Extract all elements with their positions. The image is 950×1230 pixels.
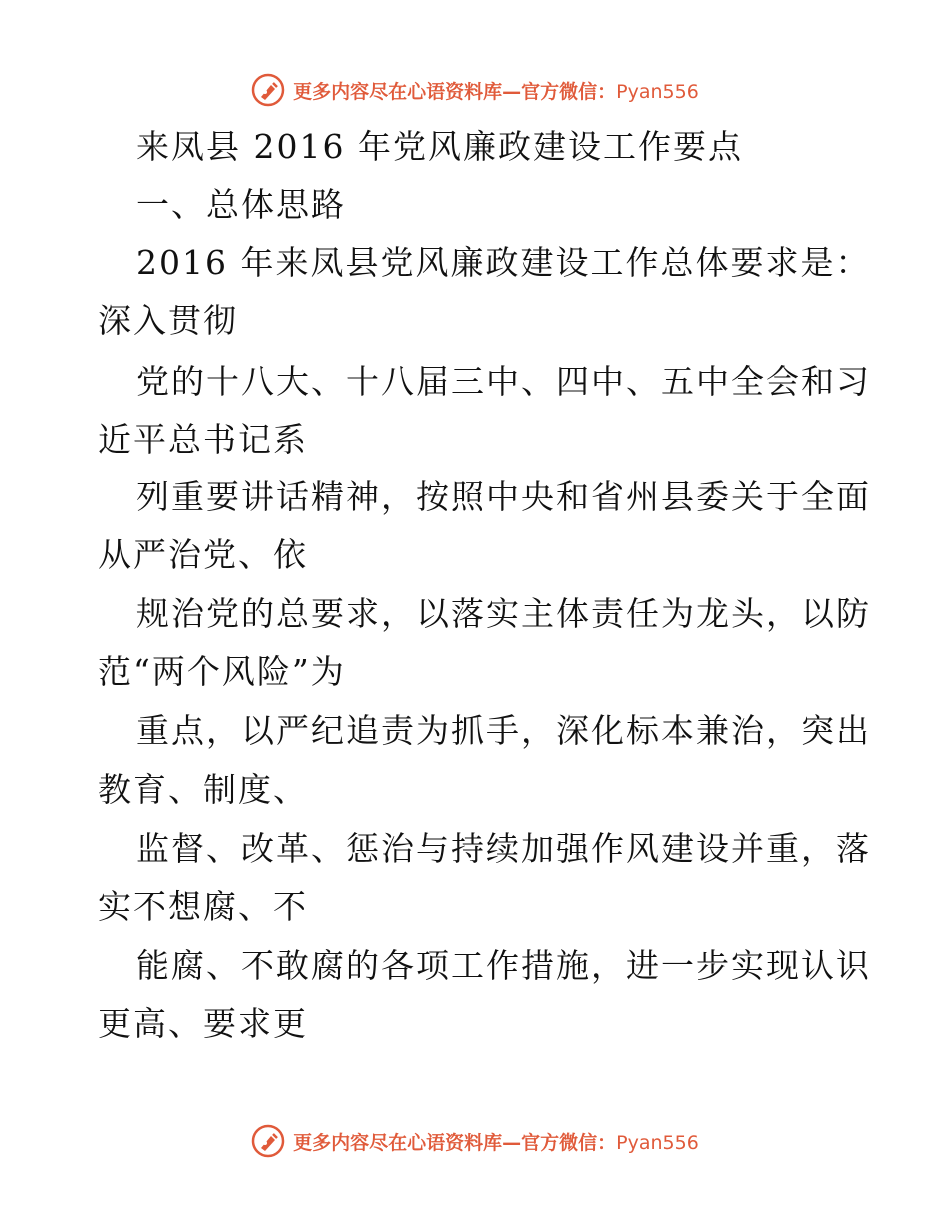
watermark-text-cn: 更多内容尽在心语资料库—官方微信： <box>293 1131 617 1154</box>
body-line: 监督、改革、惩治与持续加强作风建设并重，落 <box>136 829 871 868</box>
pen-logo-icon <box>251 1124 285 1158</box>
body-line: 实不想腐、不 <box>98 887 308 926</box>
body-line: 更高、要求更 <box>98 1004 308 1043</box>
watermark-footer <box>0 1123 950 1159</box>
body-line: 范“两个风险”为 <box>98 652 346 691</box>
watermark-text-en: Pyan556 <box>616 1131 699 1154</box>
pen-logo-icon <box>251 73 285 107</box>
watermark-text-en: Pyan556 <box>616 80 699 103</box>
watermark-text <box>293 1128 699 1155</box>
body-line: 教育、制度、 <box>98 770 308 809</box>
body-line: 近平总书记系 <box>98 420 308 459</box>
body-line: 重点，以严纪追责为抓手，深化标本兼治，突出 <box>136 711 871 750</box>
body-line: 能腐、不敢腐的各项工作措施，进一步实现认识 <box>136 946 871 985</box>
body-line: 从严治党、依 <box>98 535 308 574</box>
watermark-text-cn: 更多内容尽在心语资料库—官方微信： <box>293 80 617 103</box>
doc-title: 来凤县 2016 年党风廉政建设工作要点 <box>136 127 743 166</box>
section-heading: 一、总体思路 <box>136 185 346 224</box>
body-line: 党的十八大、十八届三中、四中、五中全会和习 <box>136 362 871 401</box>
body-line: 列重要讲话精神，按照中央和省州县委关于全面 <box>136 477 871 516</box>
watermark-header <box>0 72 950 108</box>
body-line: 规治党的总要求，以落实主体责任为龙头，以防 <box>136 594 871 633</box>
watermark-text <box>293 77 699 104</box>
body-line: 2016 年来凤县党风廉政建设工作总体要求是： <box>136 243 871 282</box>
body-line: 深入贯彻 <box>98 301 238 340</box>
